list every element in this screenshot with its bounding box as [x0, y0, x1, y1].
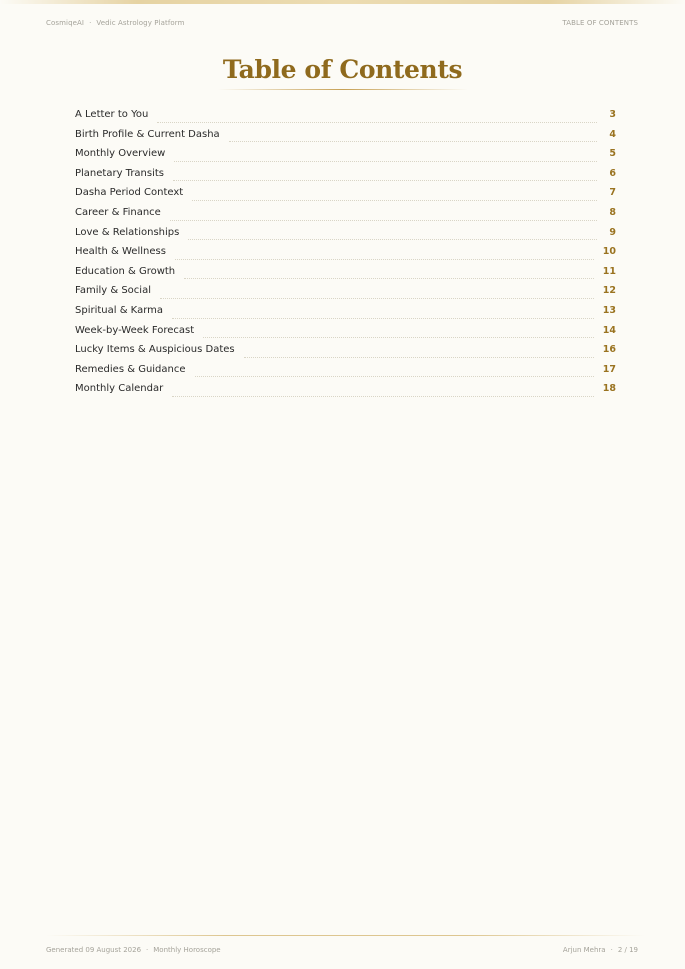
- toc-entry[interactable]: [75, 383, 616, 403]
- top-decorative-band: [0, 0, 685, 4]
- toc-entry-label: Spiritual & Karma: [75, 304, 163, 316]
- toc-dot-leader: [172, 317, 594, 319]
- toc-entry-label: Love & Relationships: [75, 226, 180, 238]
- toc-entry[interactable]: [75, 227, 616, 247]
- toc-entry[interactable]: [75, 305, 616, 325]
- toc-entry-label: Lucky Items & Auspicious Dates: [75, 344, 235, 356]
- toc-entry[interactable]: [75, 148, 616, 168]
- toc-dot-leader: [244, 356, 594, 358]
- toc-dot-leader: [160, 297, 594, 299]
- toc-entry-page: 13: [602, 304, 616, 316]
- toc-entry-page: 6: [609, 167, 616, 179]
- toc-entry[interactable]: [75, 246, 616, 266]
- toc-entry-label: Remedies & Guidance: [75, 363, 186, 375]
- toc-entry-page: 17: [602, 363, 616, 375]
- toc-entry-label: Career & Finance: [75, 206, 161, 218]
- toc-entry-page: 12: [602, 285, 616, 297]
- toc-entry-label: Health & Wellness: [75, 246, 166, 258]
- header-separator: ·: [89, 19, 92, 27]
- toc-entry[interactable]: [75, 364, 616, 384]
- toc-list: [75, 109, 616, 403]
- title-underline: [218, 89, 468, 90]
- toc-entry-label: Monthly Calendar: [75, 383, 164, 395]
- footer-page-indicator: 2 / 19: [617, 946, 638, 954]
- toc-entry-label: Family & Social: [75, 285, 151, 297]
- footer-divider: [46, 935, 645, 936]
- footer-client-name: Arjun Mehra: [562, 946, 606, 954]
- toc-entry-page: 10: [602, 246, 616, 258]
- toc-dot-leader: [195, 375, 594, 377]
- footer-separator-2: ·: [610, 946, 613, 954]
- toc-entry[interactable]: [75, 285, 616, 305]
- toc-entry[interactable]: [75, 325, 616, 345]
- toc-entry-page: 8: [609, 206, 616, 218]
- toc-dot-leader: [229, 140, 597, 142]
- header-platform: Vedic Astrology Platform: [96, 19, 185, 27]
- toc-entry-label: Week-by-Week Forecast: [75, 324, 195, 336]
- toc-dot-leader: [173, 179, 597, 181]
- toc-entry-page: 11: [602, 265, 616, 277]
- toc-entry-label: Dasha Period Context: [75, 187, 184, 199]
- toc-entry[interactable]: [75, 187, 616, 207]
- page-header: [46, 17, 638, 29]
- toc-entry[interactable]: [75, 109, 616, 129]
- toc-entry[interactable]: [75, 207, 616, 227]
- toc-dot-leader: [172, 395, 594, 397]
- toc-dot-leader: [192, 199, 597, 201]
- toc-entry-page: 7: [609, 187, 616, 199]
- toc-entry[interactable]: [75, 266, 616, 286]
- toc-entry-page: 9: [609, 226, 616, 238]
- toc-dot-leader: [184, 277, 594, 279]
- footer-right: [563, 946, 638, 954]
- footer-left: [46, 946, 221, 954]
- toc-dot-leader: [175, 258, 594, 260]
- toc-entry-label: A Letter to You: [75, 109, 149, 120]
- toc-dot-leader: [157, 121, 597, 123]
- toc-entry-label: Birth Profile & Current Dasha: [75, 128, 220, 140]
- toc-dot-leader: [188, 238, 597, 240]
- toc-entry[interactable]: [75, 344, 616, 364]
- toc-entry-label: Education & Growth: [75, 265, 176, 277]
- footer-separator: ·: [146, 946, 149, 954]
- toc-dot-leader: [203, 336, 594, 338]
- toc-entry-page: 3: [609, 109, 616, 120]
- header-section: TABLE OF CONTENTS: [562, 19, 638, 27]
- toc-dot-leader: [174, 160, 597, 162]
- toc-entry[interactable]: [75, 168, 616, 188]
- toc-dot-leader: [170, 219, 597, 221]
- toc-entry-page: 4: [609, 128, 616, 140]
- toc-entry-label: Planetary Transits: [75, 167, 165, 179]
- page-footer: [46, 944, 638, 956]
- toc-entry-page: 14: [602, 324, 616, 336]
- toc-entry-page: 18: [602, 383, 616, 395]
- toc-entry-page: 5: [609, 148, 616, 160]
- toc-entry-page: 16: [602, 344, 616, 356]
- header-left: [46, 19, 185, 27]
- toc-entry-label: Monthly Overview: [75, 148, 166, 160]
- footer-generated: Generated 09 August 2026: [46, 946, 142, 954]
- footer-report-type: Monthly Horoscope: [153, 946, 221, 954]
- toc-entry[interactable]: [75, 129, 616, 149]
- header-brand: CosmiqeAI: [46, 19, 85, 27]
- page-title: Table of Contents: [222, 55, 463, 84]
